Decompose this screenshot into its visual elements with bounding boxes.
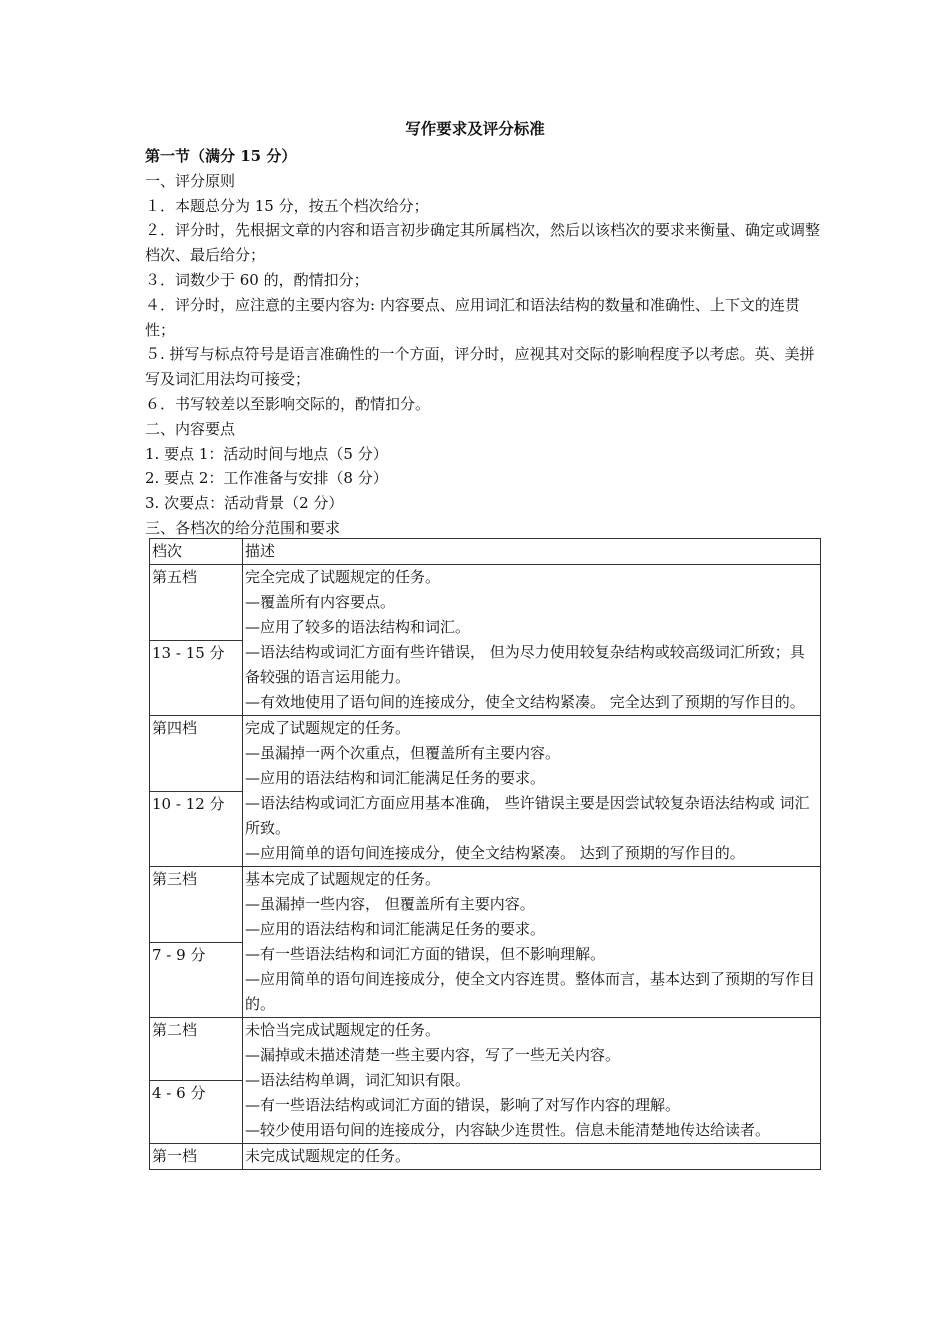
table-row	[150, 565, 821, 641]
grade-detail: —应用简单的语句间连接成分，使全文内容连贯。整体而言，基本达到了预期的写作目的。	[245, 970, 816, 1013]
grade-description	[243, 1144, 821, 1170]
grade-detail: —有效地使用了语句间的连接成分，使全文结构紧凑。 完全达到了预期的写作目的。	[245, 693, 805, 711]
principle-item: ４．评分时，应注意的主要内容为: 内容要点、应用词汇和语法结构的数量和准确性、上下文的连贯性；	[145, 295, 800, 339]
table-row	[150, 867, 821, 943]
document-title: 写作要求及评分标准	[405, 119, 545, 138]
principle-item: ６．书写较差以至影响交际的，酌情扣分。	[145, 394, 431, 413]
header-level: 档次	[150, 539, 243, 565]
grade-detail: —有一些语法结构和词汇方面的错误，但不影响理解。	[245, 945, 606, 963]
grade-score: 10 - 12 分	[150, 791, 243, 867]
grade-score: 4 - 6 分	[150, 1081, 243, 1144]
table-row	[150, 716, 821, 792]
key-point-item: 3. 次要点：活动背景（2 分）	[145, 494, 344, 513]
grade-detail: —应用简单的语句间连接成分，使全文结构紧凑。 达到了预期的写作目的。	[245, 844, 745, 862]
grading-table	[149, 538, 821, 1170]
grade-description	[243, 565, 821, 716]
grade-detail: —应用的语法结构和词汇能满足任务的要求。	[245, 769, 546, 787]
document-body	[145, 144, 825, 541]
grade-description	[243, 1018, 821, 1144]
grade-detail: —较少使用语句间的连接成分，内容缺少连贯性。信息未能清楚地传达给读者。	[245, 1121, 771, 1139]
grade-description	[243, 867, 821, 1018]
grade-detail: —语法结构单调，词汇知识有限。	[245, 1071, 471, 1089]
grade-detail: —覆盖所有内容要点。	[245, 593, 396, 611]
grades-heading: 三、各档次的给分范围和要求	[145, 518, 341, 537]
grade-detail: —语法结构或词汇方面有些许错误， 但为尽力使用较复杂结构或较高级词汇所致；具备较强的语言运用能力。	[245, 643, 805, 686]
grade-level: 第三档	[150, 867, 243, 943]
grade-summary: 基本完成了试题规定的任务。	[245, 870, 441, 888]
grade-detail: —虽漏掉一些内容， 但覆盖所有主要内容。	[245, 895, 535, 913]
table-row	[150, 1144, 821, 1170]
grade-detail: —应用了较多的语法结构和词汇。	[245, 618, 471, 636]
grade-detail: —有一些语法结构或词汇方面的错误，影响了对写作内容的理解。	[245, 1096, 681, 1114]
grade-summary: 完全完成了试题规定的任务。	[245, 568, 441, 586]
principles-heading: 一、评分原则	[145, 171, 236, 190]
key-point-item: 1. 要点 1：活动时间与地点（5 分）	[145, 444, 388, 463]
grade-score: 7 - 9 分	[150, 942, 243, 1018]
grade-detail: —语法结构或词汇方面应用基本准确， 些许错误主要是因尝试较复杂语法结构或 词汇所致。	[245, 794, 810, 837]
grade-level: 第一档	[150, 1144, 243, 1170]
grade-summary: 未恰当完成试题规定的任务。	[245, 1021, 441, 1039]
grade-summary: 未完成试题规定的任务。	[245, 1147, 411, 1165]
principle-item: ３．词数少于 60 的，酌情扣分；	[145, 270, 369, 289]
grade-score: 13 - 15 分	[150, 640, 243, 716]
header-description: 描述	[243, 539, 821, 565]
table-row	[150, 1018, 821, 1081]
grade-detail: —漏掉或未描述清楚一些主要内容，写了一些无关内容。	[245, 1046, 621, 1064]
key-point-item: 2. 要点 2：工作准备与安排（8 分）	[145, 469, 388, 488]
table-header-row	[150, 539, 821, 565]
grade-detail: —虽漏掉一两个次重点，但覆盖所有主要内容。	[245, 744, 561, 762]
grade-level: 第五档	[150, 565, 243, 641]
grade-detail: —应用的语法结构和词汇能满足任务的要求。	[245, 920, 546, 938]
grade-summary: 完成了试题规定的任务。	[245, 719, 411, 737]
grade-level: 第二档	[150, 1018, 243, 1081]
key-points-heading: 二、内容要点	[145, 419, 236, 438]
section-heading: 第一节（满分 15 分）	[145, 147, 297, 165]
principle-item: ２．评分时，先根据文章的内容和语言初步确定其所属档次，然后以该档次的要求来衡量、确定或调整档次、最后给分；	[145, 221, 821, 265]
grade-level: 第四档	[150, 716, 243, 792]
principle-item: ５. 拼写与标点符号是语言准确性的一个方面，评分时，应视其对交际的影响程度予以考虑。英、美拼写及词汇用法均可接受；	[145, 345, 815, 389]
grade-description	[243, 716, 821, 867]
principle-item: １．本题总分为 15 分，按五个档次给分；	[145, 196, 429, 215]
